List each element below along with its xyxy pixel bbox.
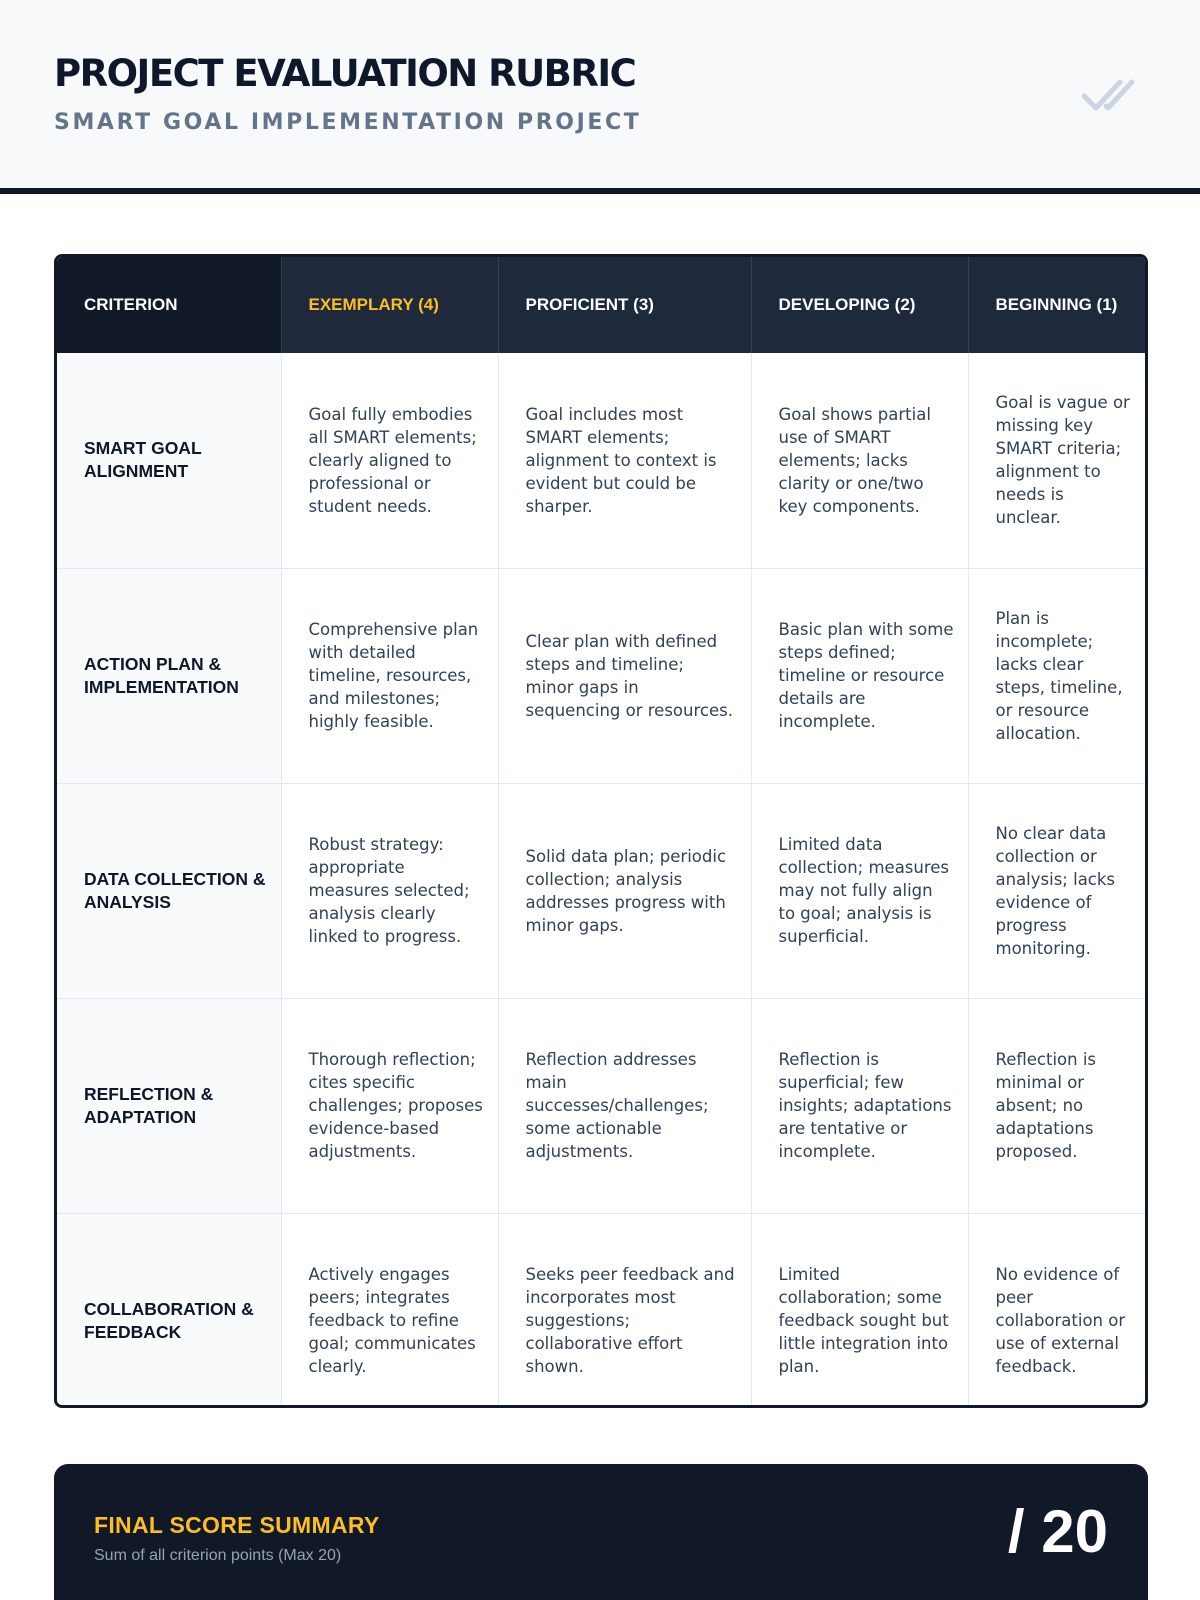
table-row — [57, 998, 1145, 1213]
rubric-cell: Goal includes most SMART elements; alignment to context is evident but could be sharper. — [498, 353, 751, 568]
rubric-cell: Reflection is superficial; few insights; adaptations are tentative or incomplete. — [751, 998, 968, 1213]
rubric-cell: Limited collaboration; some feedback sought but little integration into plan. — [751, 1213, 968, 1408]
final-score-summary — [54, 1464, 1148, 1600]
page-title: PROJECT EVALUATION RUBRIC — [54, 52, 636, 95]
rubric-cell: Limited data collection; measures may not fully align to goal; analysis is superficial. — [751, 783, 968, 998]
column-header-exemplary: EXEMPLARY (4) — [281, 257, 498, 353]
table-header-row — [57, 257, 1145, 353]
rubric-cell: No clear data collection or analysis; lacks evidence of progress monitoring. — [968, 783, 1145, 998]
criterion-label: REFLECTION & ADAPTATION — [57, 998, 281, 1213]
rubric-cell: Reflection is minimal or absent; no adaptations proposed. — [968, 998, 1145, 1213]
column-header-criterion: CRITERION — [57, 257, 281, 353]
table-row — [57, 568, 1145, 783]
summary-subtitle: Sum of all criterion points (Max 20) — [94, 1547, 342, 1564]
column-header-developing: DEVELOPING (2) — [751, 257, 968, 353]
column-header-beginning: BEGINNING (1) — [968, 257, 1145, 353]
rubric-cell: Clear plan with defined steps and timeline; minor gaps in sequencing or resources. — [498, 568, 751, 783]
criterion-label: DATA COLLECTION & ANALYSIS — [57, 783, 281, 998]
rubric-cell: Reflection addresses main successes/challenges; some actionable adjustments. — [498, 998, 751, 1213]
column-header-proficient: PROFICIENT (3) — [498, 257, 751, 353]
rubric-cell: Goal shows partial use of SMART elements; lacks clarity or one/two key components. — [751, 353, 968, 568]
rubric-cell: Comprehensive plan with detailed timeline, resources, and milestones; highly feasible. — [281, 568, 498, 783]
rubric-cell: Thorough reflection; cites specific challenges; proposes evidence-based adjustments. — [281, 998, 498, 1213]
criterion-label: COLLABORATION & FEEDBACK — [57, 1213, 281, 1408]
page-header — [0, 0, 1200, 194]
score-total: / 20 — [1007, 1498, 1108, 1565]
rubric-cell: Solid data plan; periodic collection; analysis addresses progress with minor gaps. — [498, 783, 751, 998]
rubric-table — [54, 254, 1148, 1408]
rubric-cell: No evidence of peer collaboration or use of external feedback. — [968, 1213, 1145, 1408]
table-row — [57, 1213, 1145, 1408]
rubric-cell: Basic plan with some steps defined; timeline or resource details are incomplete. — [751, 568, 968, 783]
rubric-cell: Actively engages peers; integrates feedback to refine goal; communicates clearly. — [281, 1213, 498, 1408]
criterion-label: ACTION PLAN & IMPLEMENTATION — [57, 568, 281, 783]
rubric-cell: Goal is vague or missing key SMART criteria; alignment to needs is unclear. — [968, 353, 1145, 568]
table-row — [57, 353, 1145, 568]
rubric-cell: Plan is incomplete; lacks clear steps, timeline, or resource allocation. — [968, 568, 1145, 783]
rubric-cell: Seeks peer feedback and incorporates most suggestions; collaborative effort shown. — [498, 1213, 751, 1408]
double-check-icon — [1082, 76, 1146, 116]
page-subtitle: SMART GOAL IMPLEMENTATION PROJECT — [54, 110, 642, 135]
rubric-cell: Goal fully embodies all SMART elements; clearly aligned to professional or student needs. — [281, 353, 498, 568]
summary-title: FINAL SCORE SUMMARY — [94, 1512, 380, 1538]
rubric-cell: Robust strategy: appropriate measures selected; analysis clearly linked to progress. — [281, 783, 498, 998]
table-row — [57, 783, 1145, 998]
criterion-label: SMART GOAL ALIGNMENT — [57, 353, 281, 568]
